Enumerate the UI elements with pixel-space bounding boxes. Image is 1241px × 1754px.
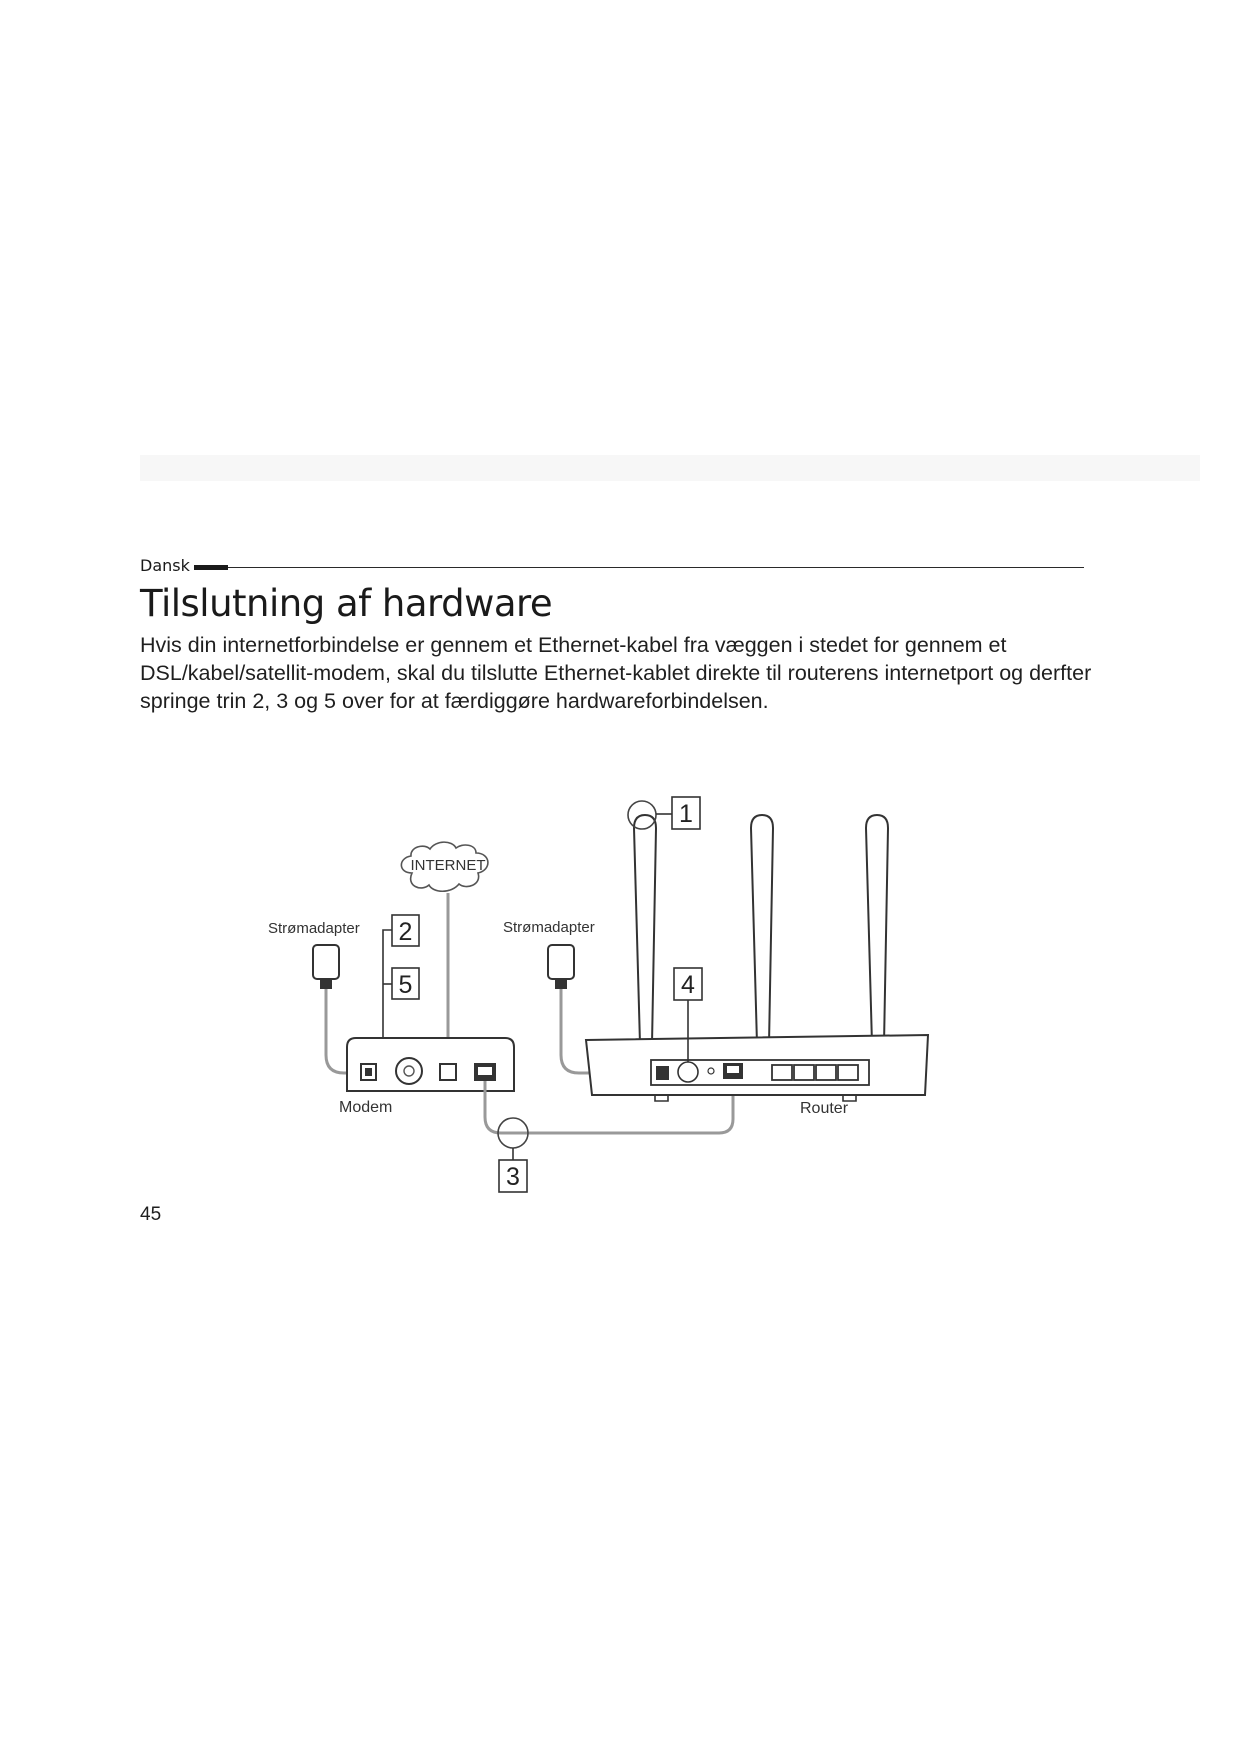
router-lan-port-4 (838, 1065, 858, 1080)
router-adapter-label: Strømadapter (503, 919, 595, 936)
modem-power-button-inner (404, 1066, 414, 1076)
step-1-number: 1 (679, 800, 693, 828)
modem-adapter-label: Strømadapter (268, 920, 360, 937)
modem-power-adapter (313, 945, 339, 979)
router-power-adapter (548, 945, 574, 979)
router-power-port (656, 1066, 669, 1080)
router-antenna-2 (751, 815, 773, 1044)
modem-ethernet-port-inner (478, 1067, 492, 1075)
modem-label: Modem (339, 1099, 393, 1116)
router-reset-hole (708, 1068, 714, 1074)
router-wan-port-inner (727, 1066, 739, 1073)
page-number: 45 (140, 1204, 162, 1225)
router-power-button (678, 1062, 698, 1082)
router-label: Router (800, 1100, 849, 1117)
page-title: Tilslutning af hardware (140, 582, 553, 625)
router-lan-port-1 (772, 1065, 792, 1080)
modem-power-port-pin (365, 1068, 372, 1076)
language-label: Dansk (140, 556, 190, 575)
router-lan-port-2 (794, 1065, 814, 1080)
step-4-number: 4 (681, 971, 695, 999)
intro-paragraph: Hvis din internetforbindelse er gennem et Ethernet-kabel fra væggen i stedet for gennem et DSL/kabel/satellit-modem, skal du tilslutte Ethernet-kablet direkte til routerens internetport og derfter springe trin 2, 3 og 5 over for at færdiggøre hardwareforbindelsen. (140, 633, 1092, 713)
modem-dsl-port (440, 1064, 456, 1080)
router-antenna-3 (866, 815, 888, 1044)
router-adapter-plug (555, 979, 567, 989)
modem-adapter-plug (320, 979, 332, 989)
internet-label: INTERNET (410, 857, 486, 874)
step-2-number: 2 (398, 918, 413, 946)
step-3-number: 3 (506, 1163, 520, 1191)
router-antenna-1 (634, 815, 656, 1044)
router-lan-port-3 (816, 1065, 836, 1080)
step-5-number: 5 (398, 971, 413, 999)
